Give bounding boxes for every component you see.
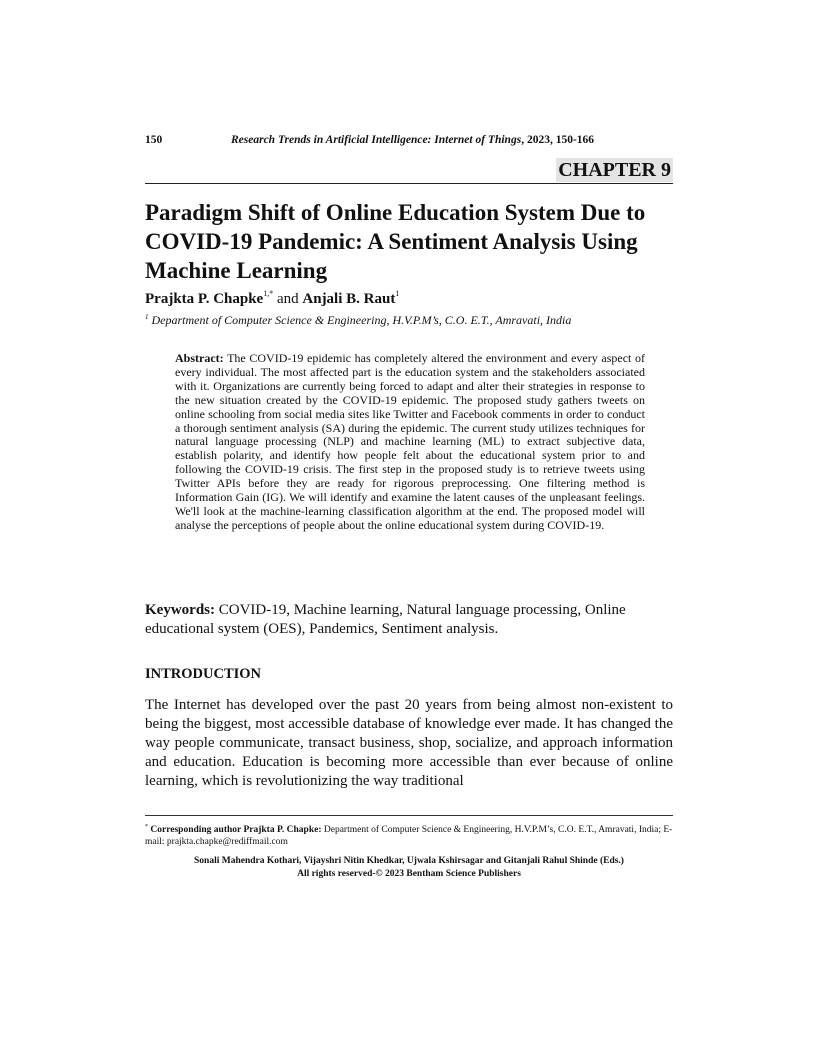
footnote-label: Corresponding author Prajkta P. Chapke: (150, 825, 322, 835)
chapter-label: CHAPTER 9 (558, 159, 671, 181)
author-line (145, 289, 399, 308)
author-1: Prajkta P. Chapke (145, 291, 264, 307)
page-number: 150 (145, 134, 163, 146)
keywords (145, 601, 673, 639)
author-1-affil-mark: 1,* (263, 289, 274, 298)
editors-block (145, 855, 673, 881)
author-conjunction: and (276, 291, 299, 307)
footnote-text: Department of Computer Science & Engineering, H.V.P.M’s, C.O. E.T., Amravati, India; E-mail: prajkta.chapke@rediffmail.com (145, 825, 673, 847)
journal-citation (231, 134, 594, 146)
journal-name: Research Trends in Artificial Intelligence: Internet of Things (231, 134, 522, 146)
paper-title: Paradigm Shift of Online Education System Due to COVID-19 Pandemic: A Sentiment Analysis Using Machine Learning (145, 200, 646, 283)
footnote-mark: * (145, 824, 148, 830)
author-2-affil-mark: 1 (395, 289, 400, 298)
abstract-label: Abstract: (175, 351, 224, 365)
affiliation-text: Department of Computer Science & Engineering, H.V.P.M’s, C.O. E.T., Amravati, India (151, 313, 572, 327)
copyright-line: All rights reserved-© 2023 Bentham Science Publishers (297, 869, 521, 879)
footnote (145, 821, 673, 848)
affiliation (145, 313, 571, 328)
journal-year-pages: , 2023, 150-166 (521, 134, 595, 146)
affiliation-mark: 1 (145, 313, 149, 321)
author-2: Anjali B. Raut (302, 291, 396, 307)
section-heading-introduction: INTRODUCTION (145, 666, 262, 682)
footnote-divider (145, 815, 673, 816)
keywords-text: COVID-19, Machine learning, Natural language processing, Online educational system (OES), Pandemics, Sentiment analysis. (145, 602, 626, 637)
abstract (175, 352, 645, 533)
keywords-label: Keywords: (145, 602, 215, 618)
chapter-bar (145, 158, 673, 184)
abstract-text: The COVID-19 epidemic has completely altered the environment and every aspect of every individual. The most affected part is the education system and the stakeholders associated with it. Organizations are currently being forced to adapt and alter their strategies in response to the new situation created by the COVID-19 epidemic. The proposed study gathers tweets on online schooling from social media sites like Twitter and Facebook comments in order to conduct a thorough sentiment analysis (SA) during the epidemic. The current study utilizes techniques for natural language processing (NLP) and machine learning (ML) to extract subjective data, establish polarity, and identify how people felt about the educational system prior to and following the COVID-19 crisis. The first step in the proposed study is to retrieve tweets using Twitter APIs before they are ready for rigorous preprocessing. One filtering method is Information Gain (IG). We will identify and examine the latent causes of the unpleasant feelings. We'll look at the machine-learning classification algorithm at the end. The proposed model will analyse the perceptions of people about the online educational system during COVID-19. (175, 351, 645, 532)
introduction-paragraph: The Internet has developed over the past 20 years from being almost non-existent to being the biggest, most accessible database of knowledge ever made. It has changed the way people communicate, transact business, shop, socialize, and approach information and education. Education is becoming more accessible than ever because of online learning, which is revolutionizing the way traditional (145, 697, 673, 789)
editors-line: Sonali Mahendra Kothari, Vijayshri Nitin Khedkar, Ujwala Kshirsagar and Gitanjali Rahul Shinde (Eds.) (194, 856, 624, 866)
